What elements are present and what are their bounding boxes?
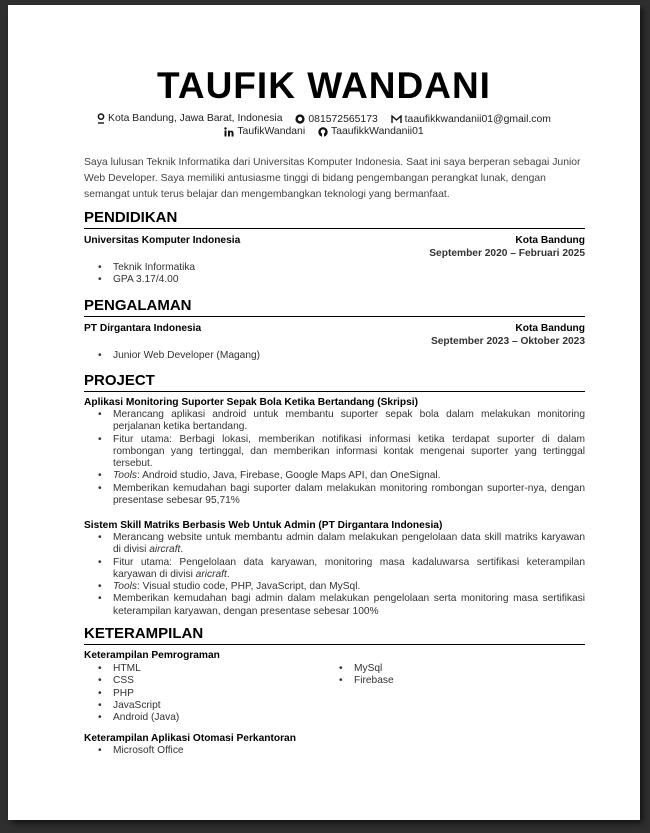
- skills-programming-col-2: [325, 663, 555, 688]
- education-row: [84, 234, 585, 248]
- list-item: • Junior Web Developer (Magang): [84, 350, 585, 362]
- section-heading-education: PENDIDIKAN: [84, 209, 585, 229]
- list-item: • Firebase: [325, 675, 555, 687]
- location-text: Kota Bandung, Jawa Barat, Indonesia: [108, 113, 283, 124]
- github-item: [318, 126, 424, 137]
- education-school: Universitas Komputer Indonesia: [84, 235, 241, 246]
- list-item: • Memberikan kemudahan bagi admin dalam melakukan pengelolaan serta monitoring masa sertifikasi keterampilan karyawan, dengan presentase sebesar 100%: [84, 593, 585, 618]
- list-item: • Android (Java): [84, 712, 314, 724]
- github-icon: [318, 127, 328, 137]
- list-item: • MySql: [325, 663, 555, 675]
- list-item: • Merancang aplikasi android untuk membantu suporter sepak bola dalam melakukan monitoring perjalanan ketika bertandang.: [84, 409, 585, 434]
- bullet-italic: aircraft: [149, 544, 181, 556]
- whatsapp-icon: [295, 114, 305, 124]
- list-item: [84, 470, 585, 482]
- list-item: [84, 581, 585, 593]
- email-icon: [391, 115, 402, 124]
- section-heading-experience: PENGALAMAN: [84, 297, 585, 317]
- list-item: • PHP: [84, 688, 314, 700]
- list-item: • Fitur utama: Berbagi lokasi, memberikan notifikasi informasi ketika terdapat suporter di dalam rombongan yang tertinggal, dan memberikan informasi kontak mengenai suporter yang tertinggal tersebut.: [84, 434, 585, 471]
- experience-row: [84, 322, 585, 336]
- linkedin-icon: [224, 127, 234, 137]
- resume-name: TAUFIK WANDANI: [157, 65, 491, 106]
- project-1-title: Aplikasi Monitoring Suporter Sepak Bola Ketika Bertandang (Skripsi): [84, 397, 418, 408]
- list-item: • Teknik Informatika: [84, 262, 585, 274]
- list-item: • Microsoft Office: [84, 745, 585, 757]
- contact-line-1: [8, 113, 640, 127]
- section-heading-project: PROJECT: [84, 372, 585, 392]
- linkedin-item: [224, 126, 305, 137]
- list-item: [84, 532, 585, 557]
- phone-item: [295, 114, 377, 125]
- skills-programming-col-1: [84, 663, 314, 724]
- location-item: [97, 113, 282, 124]
- bullet-end: .: [180, 544, 184, 556]
- section-heading-skills: KETERAMPILAN: [84, 625, 585, 645]
- list-item: • GPA 3.17/4.00: [84, 274, 585, 286]
- education-date: September 2020 – Februari 2025: [429, 248, 585, 259]
- education-list: [84, 262, 585, 287]
- list-item: • JavaScript: [84, 700, 314, 712]
- github-text[interactable]: TaaufikkWandanii01: [331, 126, 424, 137]
- phone-text[interactable]: 081572565173: [308, 113, 378, 125]
- email-item: [391, 114, 551, 125]
- linkedin-text[interactable]: TaufikWandani: [237, 126, 306, 137]
- skills-office-title: Keterampilan Aplikasi Otomasi Perkantoran: [84, 733, 296, 744]
- project-2-title: Sistem Skill Matriks Berbasis Web Untuk Admin (PT Dirgantara Indonesia): [84, 520, 443, 531]
- tools-label: Tools: [113, 470, 137, 482]
- list-item: • HTML: [84, 663, 314, 675]
- skills-programming-title: Keterampilan Pemrograman: [84, 650, 220, 661]
- list-item: [84, 557, 585, 582]
- education-city: Kota Bandung: [515, 235, 585, 246]
- project-1-list: [84, 409, 585, 507]
- bullet-text: Merancang website untuk membantu admin dalam melakukan pengelolaan data skill matriks karyawan di divisi: [113, 532, 585, 556]
- experience-city: Kota Bandung: [515, 323, 585, 334]
- list-item: • Memberikan kemudahan bagi suporter dalam melakukan monitoring rombongan suporter-nya, dengan presentase sebesar 95,71%: [84, 483, 585, 508]
- tools-text: : Visual studio code, PHP, JavaScript, dan MySql.: [136, 581, 361, 593]
- experience-list: [84, 350, 585, 362]
- bullet-italic: aricraft: [195, 568, 227, 580]
- resume-page: [8, 5, 640, 820]
- bullet-text: Fitur utama: Pengelolaan data karyawan, monitoring masa kadaluwarsa sertifikasi keterampilan karyawan di divisi: [113, 556, 585, 580]
- location-pin-icon: [97, 113, 105, 124]
- tools-label: Tools: [113, 581, 137, 593]
- skills-office-list: [84, 745, 585, 757]
- email-text[interactable]: taaufikkwandanii01@gmail.com: [404, 114, 551, 125]
- list-item: • CSS: [84, 675, 314, 687]
- tools-text: : Android studio, Java, Firebase, Google Maps API, dan OneSignal.: [136, 470, 441, 482]
- experience-company: PT Dirgantara Indonesia: [84, 323, 202, 334]
- experience-date: September 2023 – Oktober 2023: [430, 336, 585, 347]
- project-2-list: [84, 532, 585, 618]
- bullet-end: .: [226, 568, 230, 580]
- summary-paragraph: Saya lulusan Teknik Informatika dari Universitas Komputer Indonesia. Saat ini saya berperan sebagai Junior Web Developer. Saya memiliki antusiasme tinggi di bidang pengembangan perangkat lunak, dengan semangat untuk terus belajar dan mengembangkan teknologi yang bermanfaat.: [84, 157, 581, 200]
- contact-line-2: [8, 126, 640, 140]
